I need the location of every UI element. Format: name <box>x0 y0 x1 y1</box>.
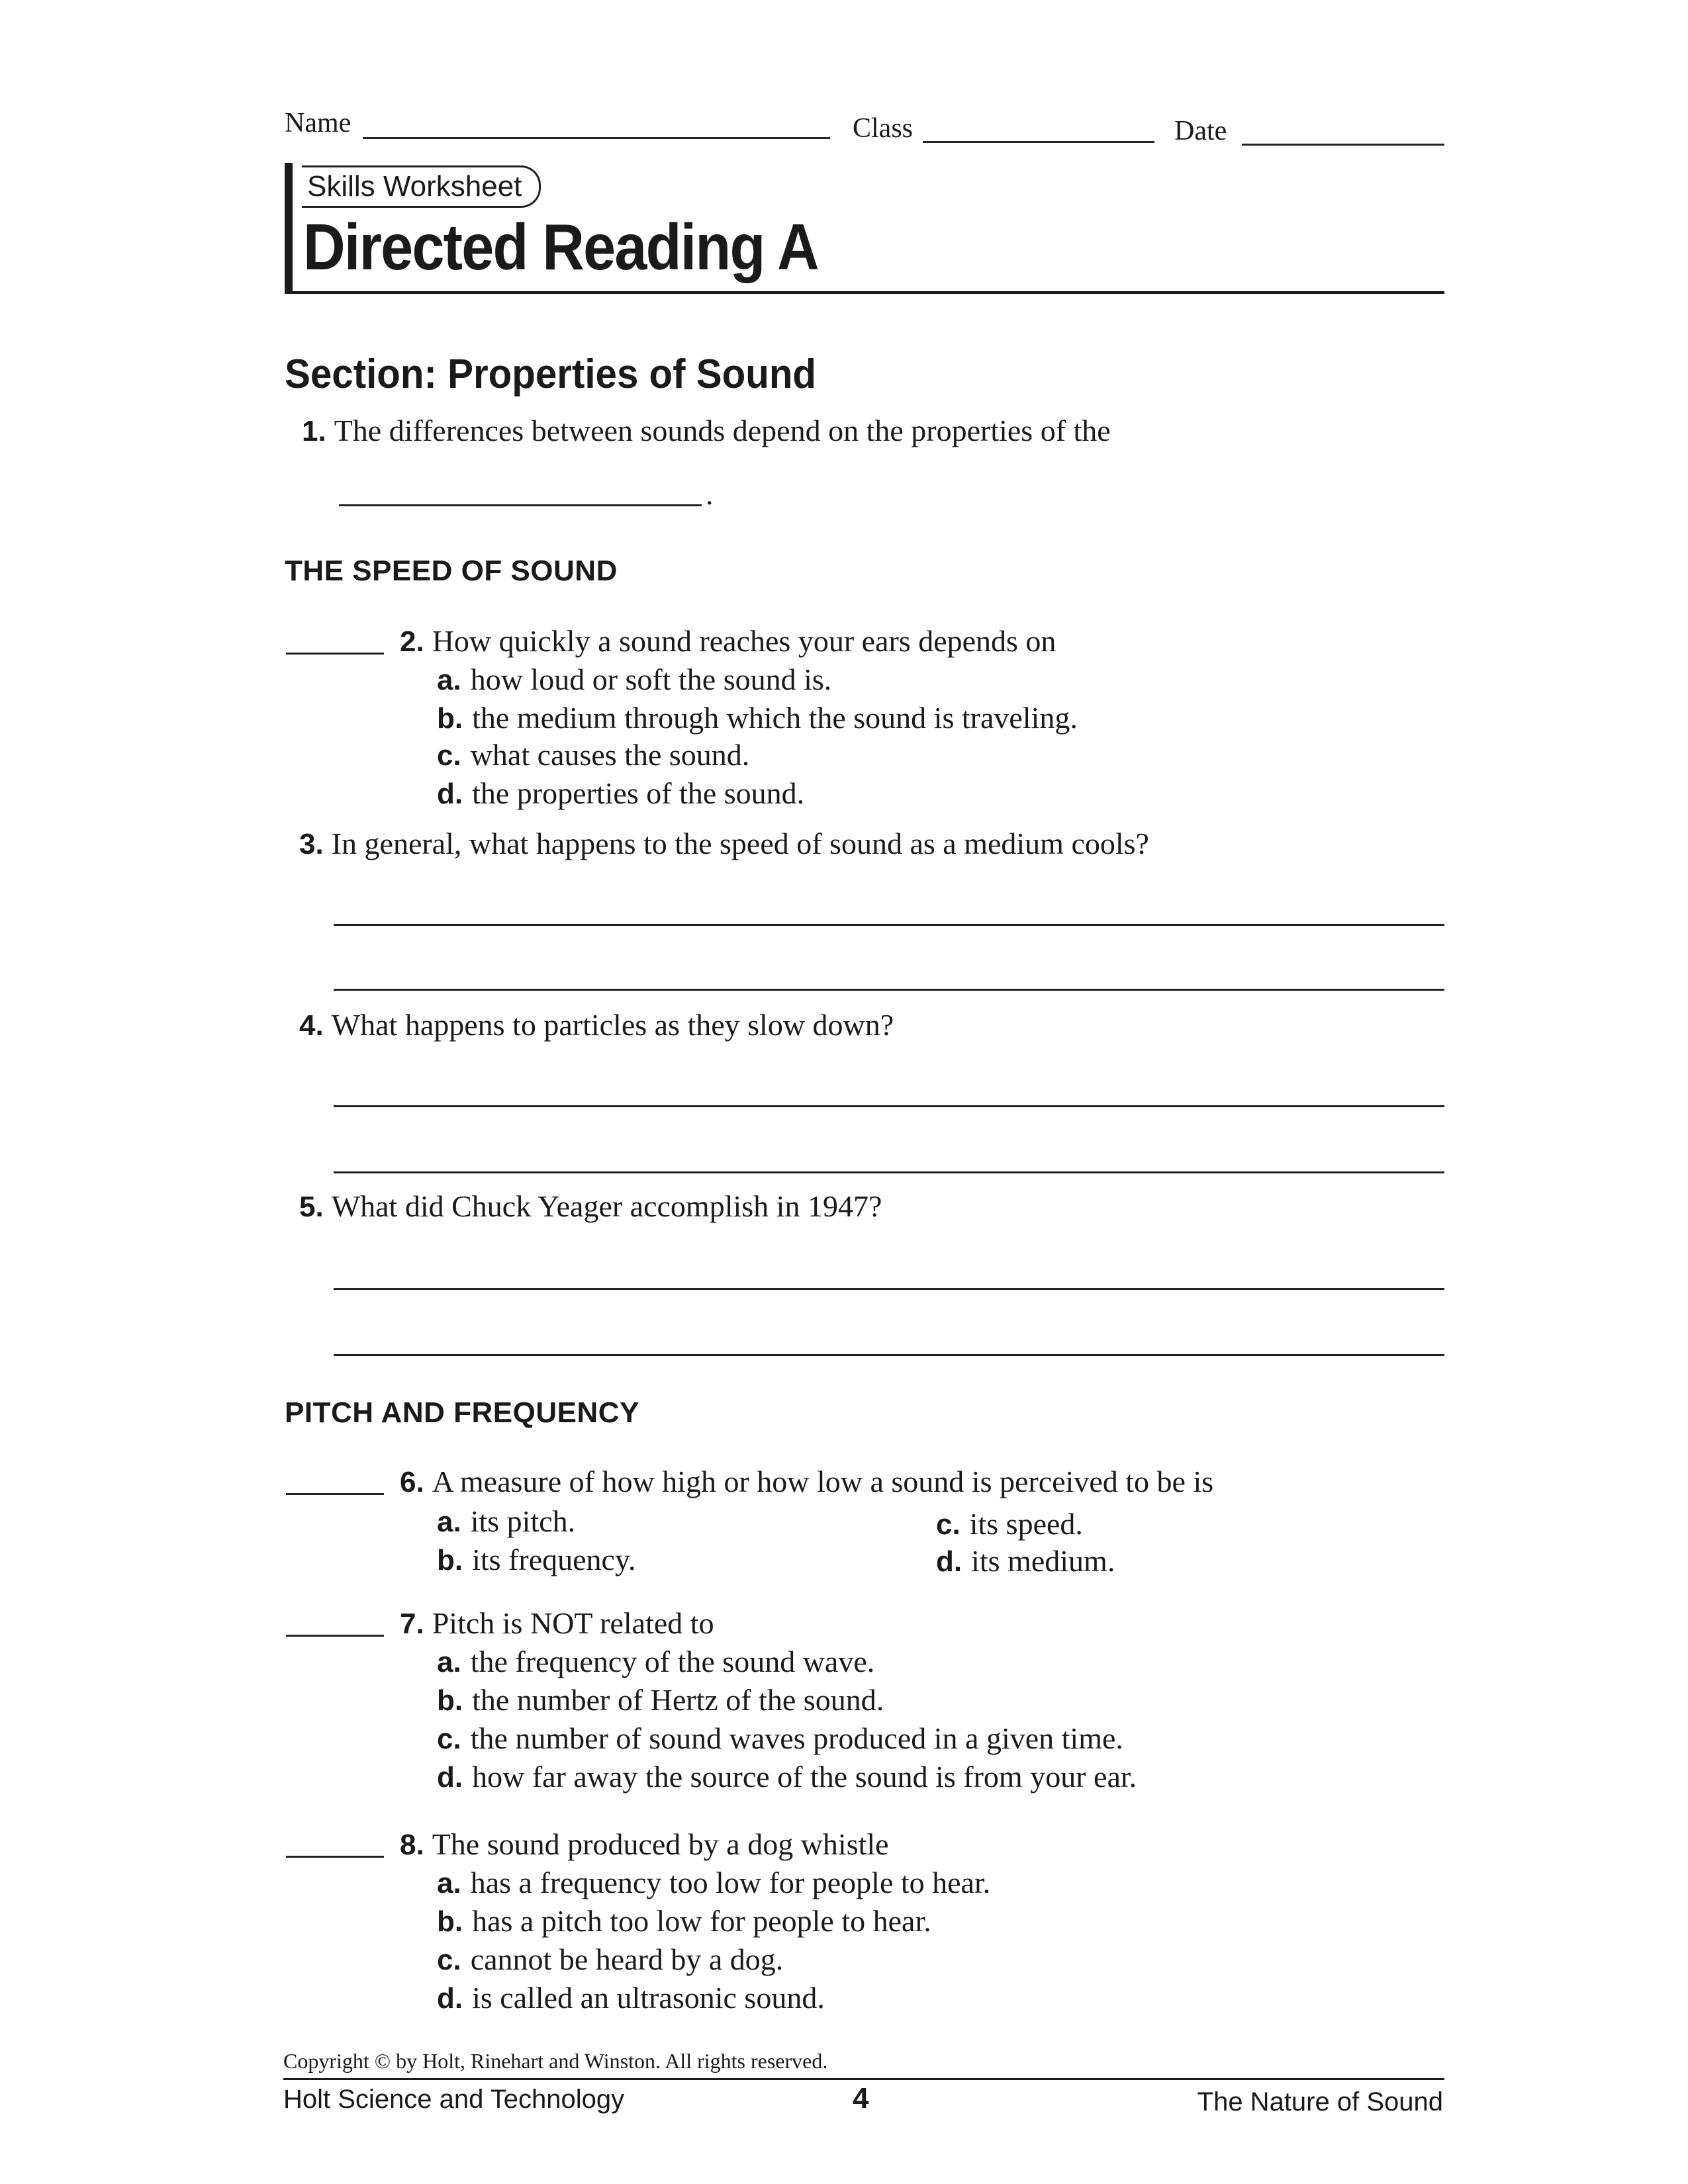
footer-chapter-title: The Nature of Sound <box>1197 2087 1443 2116</box>
q8-option-a: a. has a frequency too low for people to hear. <box>437 1866 991 1899</box>
q1-answer-line[interactable] <box>339 504 702 506</box>
question-text: The sound produced by a dog whistle <box>432 1827 889 1861</box>
name-label: Name <box>285 108 352 138</box>
class-label: Class <box>853 113 914 144</box>
q6-option-a: a. its pitch. <box>437 1504 576 1538</box>
q6-answer-blank[interactable] <box>286 1493 384 1495</box>
question-text: Pitch is NOT related to <box>432 1606 714 1640</box>
q2-answer-blank[interactable] <box>286 653 384 655</box>
q6-option-c: c. its speed. <box>936 1507 1083 1541</box>
copyright-notice: Copyright © by Holt, Rinehart and Winston. All rights reserved. <box>283 2049 828 2073</box>
q2-option-b: b. the medium through which the sound is traveling. <box>437 701 1078 735</box>
q2-option-d: d. the properties of the sound. <box>437 776 805 810</box>
question-number: 7. <box>400 1608 424 1640</box>
pitch-and-frequency-heading: PITCH AND FREQUENCY <box>285 1396 639 1429</box>
skills-worksheet-badge: Skills Worksheet <box>302 165 541 208</box>
question-4 <box>299 1007 894 1042</box>
q8-option-c: c. cannot be heard by a dog. <box>437 1942 784 1976</box>
q6-option-b: b. its frequency. <box>437 1543 636 1576</box>
q8-option-b: b. has a pitch too low for people to hear. <box>437 1904 931 1938</box>
section-title: Section: Properties of Sound <box>285 351 817 397</box>
question-number: 3. <box>299 828 324 860</box>
q5-answer-line-1[interactable] <box>334 1288 1444 1290</box>
question-5 <box>299 1189 882 1224</box>
q2-option-a: a. how loud or soft the sound is. <box>437 662 832 696</box>
q7-option-c: c. the number of sound waves produced in a given time. <box>437 1721 1123 1755</box>
page-number: 4 <box>853 2082 869 2115</box>
title-vertical-bar <box>285 163 293 291</box>
question-text: A measure of how high or how low a sound is perceived to be is <box>432 1465 1214 1498</box>
q7-answer-blank[interactable] <box>286 1635 384 1637</box>
q1-period: . <box>706 477 714 511</box>
question-number: 8. <box>400 1829 424 1861</box>
question-number: 5. <box>299 1191 324 1223</box>
question-text: The differences between sounds depend on the properties of the <box>334 414 1111 447</box>
speed-of-sound-heading: THE SPEED OF SOUND <box>285 555 618 587</box>
question-text: How quickly a sound reaches your ears depends on <box>432 624 1056 658</box>
q7-option-b: b. the number of Hertz of the sound. <box>437 1683 884 1717</box>
q3-answer-line-1[interactable] <box>334 924 1444 926</box>
question-number: 4. <box>299 1009 324 1042</box>
q3-answer-line-2[interactable] <box>334 989 1444 991</box>
question-7 <box>400 1606 714 1641</box>
q8-answer-blank[interactable] <box>286 1856 384 1858</box>
q4-answer-line-1[interactable] <box>334 1105 1444 1107</box>
q8-option-d: d. is called an ultrasonic sound. <box>437 1981 825 2015</box>
date-label: Date <box>1174 116 1227 146</box>
question-text: In general, what happens to the speed of sound as a medium cools? <box>331 827 1149 860</box>
q5-answer-line-2[interactable] <box>334 1354 1444 1356</box>
page-title: Directed Reading A <box>303 210 818 283</box>
question-number: 6. <box>400 1466 424 1498</box>
q2-option-c: c. what causes the sound. <box>437 738 750 772</box>
question-8 <box>400 1827 889 1862</box>
footer-book-title: Holt Science and Technology <box>283 2085 625 2114</box>
question-1 <box>302 413 1111 448</box>
question-2 <box>400 623 1056 659</box>
q7-option-d: d. how far away the source of the sound is from your ear. <box>437 1760 1137 1794</box>
q7-option-a: a. the frequency of the sound wave. <box>437 1645 875 1678</box>
question-number: 1. <box>302 415 326 447</box>
q4-answer-line-2[interactable] <box>334 1171 1444 1173</box>
question-text: What happens to particles as they slow down? <box>331 1008 894 1042</box>
date-input-line[interactable] <box>1242 144 1444 146</box>
title-rule <box>285 291 1444 294</box>
question-text: What did Chuck Yeager accomplish in 1947? <box>331 1189 882 1223</box>
q6-option-d: d. its medium. <box>936 1544 1115 1578</box>
question-3 <box>299 826 1149 861</box>
class-input-line[interactable] <box>923 141 1154 143</box>
name-input-line[interactable] <box>363 137 830 139</box>
question-6 <box>400 1464 1213 1499</box>
question-number: 2. <box>400 625 424 658</box>
footer-rule <box>283 2078 1444 2080</box>
